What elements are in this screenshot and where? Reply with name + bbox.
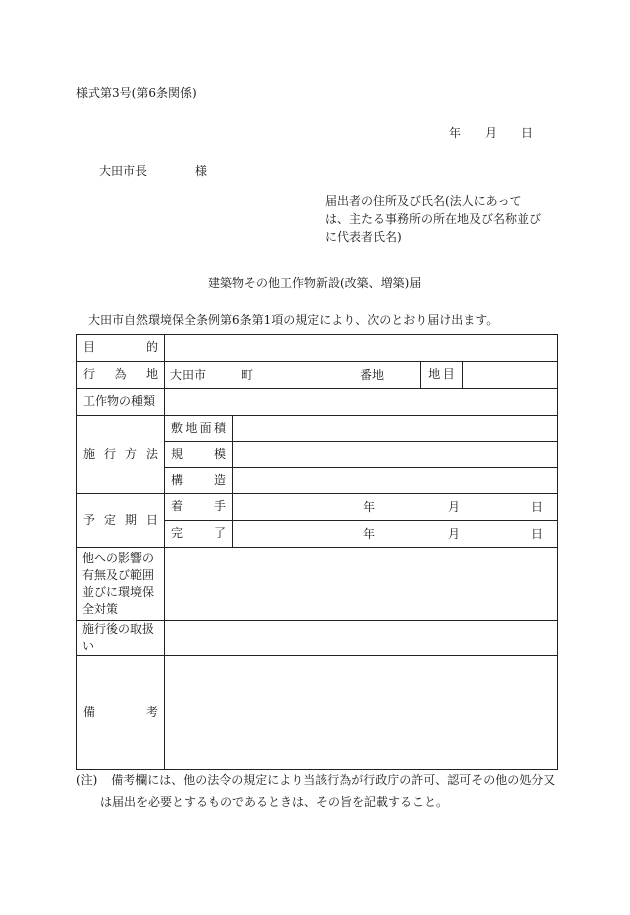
- label-char: 考: [145, 704, 158, 719]
- land-category-label-cell: [421, 362, 463, 389]
- label-char: 構: [171, 472, 184, 487]
- applicant-info: [325, 192, 541, 246]
- method-structure-label-cell: [165, 468, 233, 494]
- label-char: 地: [185, 420, 198, 435]
- method-area-input-cell[interactable]: [233, 416, 558, 442]
- row-method-area: [77, 416, 558, 442]
- label-char: 日: [145, 512, 158, 527]
- label-char: 備: [83, 704, 96, 719]
- date-year-label: 年: [449, 126, 462, 140]
- label-char: 完: [171, 526, 184, 541]
- row-remarks: [77, 656, 558, 770]
- location-town: 町: [241, 368, 254, 382]
- label-char: 行: [83, 367, 96, 382]
- remarks-label-cell: [77, 656, 165, 770]
- row-post-handling: [77, 621, 558, 656]
- label-char: 行: [103, 446, 116, 461]
- label-char: 地: [145, 367, 158, 382]
- label-char: 敷: [171, 420, 184, 435]
- row-location: [77, 362, 558, 389]
- post-handling-input-cell[interactable]: [165, 621, 558, 656]
- impact-input-cell[interactable]: [165, 548, 558, 621]
- method-scale-input-cell[interactable]: [233, 442, 558, 468]
- label-char: 目: [442, 367, 455, 382]
- schedule-end-date-cell[interactable]: [233, 521, 558, 548]
- footnote-line-2: は届出を必要とするものであるときは、その旨を記載すること。: [100, 795, 449, 809]
- structure-type-label-cell: 工作物の種類: [77, 389, 165, 416]
- start-month-label: 月: [448, 500, 461, 514]
- label-char: 方: [124, 446, 137, 461]
- schedule-start-label-cell: [165, 494, 233, 521]
- schedule-label-cell: [77, 494, 165, 548]
- post-handling-label-cell: [77, 621, 165, 656]
- end-month-label: 月: [448, 527, 461, 541]
- structure-type-input-cell[interactable]: [165, 389, 558, 416]
- label-char: 積: [213, 420, 226, 435]
- footnote-marker: (注): [76, 773, 98, 787]
- label-char: 為: [114, 367, 127, 382]
- label-char: 施: [83, 446, 96, 461]
- location-label-cell: [77, 362, 165, 389]
- schedule-end-label-cell: [165, 521, 233, 548]
- row-purpose: [77, 335, 558, 362]
- location-city: 大田市: [170, 368, 207, 382]
- post-handling-label: 施行後の取扱い: [82, 622, 155, 653]
- end-day-label: 日: [531, 527, 544, 541]
- submission-date: [449, 124, 539, 140]
- label-char: 予: [83, 512, 96, 527]
- impact-label: 他への影響の有無及び範囲並びに環境保全対策: [82, 551, 155, 616]
- date-day-label: 日: [521, 126, 534, 140]
- intro-statement: 大田市自然環境保全条例第6条第1項の規定により、次のとおり届け出ます。: [88, 313, 499, 327]
- impact-label-cell: [77, 548, 165, 621]
- land-category-input-cell[interactable]: [463, 362, 558, 389]
- label-char: 期: [124, 512, 137, 527]
- location-lot: 番地: [360, 368, 385, 382]
- start-year-label: 年: [363, 500, 376, 514]
- form-number: 様式第3号(第6条関係): [76, 86, 197, 100]
- footnote-line-1: 備考欄には、他の法令の規定により当該行為が行政庁の許可、認可その他の処分又: [111, 773, 556, 787]
- location-input-cell[interactable]: [165, 362, 421, 389]
- row-structure-type: [77, 389, 558, 416]
- method-scale-label-cell: [165, 442, 233, 468]
- document-title: 建築物その他工作物新設(改築、増築)届: [208, 276, 422, 290]
- label-char: 面: [199, 420, 212, 435]
- row-schedule-start: [77, 494, 558, 521]
- end-year-label: 年: [363, 527, 376, 541]
- method-area-label-cell: [165, 416, 233, 442]
- label-char: 法: [145, 446, 158, 461]
- applicant-line-3: に代表者氏名): [325, 230, 402, 244]
- method-label-cell: [77, 416, 165, 494]
- label-char: 着: [171, 499, 184, 514]
- footnote: [76, 769, 566, 813]
- schedule-start-date-cell[interactable]: [233, 494, 558, 521]
- method-structure-input-cell[interactable]: [233, 468, 558, 494]
- recipient-honorific: 様: [195, 164, 208, 178]
- label-char: 了: [213, 526, 226, 541]
- label-char: 目: [83, 340, 96, 355]
- applicant-line-1: 届出者の住所及び氏名(法人にあって: [325, 194, 522, 208]
- purpose-label-cell: [77, 335, 165, 362]
- notification-form-table: [76, 334, 558, 770]
- label-char: 手: [213, 499, 226, 514]
- label-char: 定: [103, 512, 116, 527]
- start-day-label: 日: [531, 500, 544, 514]
- label-char: 造: [213, 472, 226, 487]
- purpose-input-cell[interactable]: [165, 335, 558, 362]
- remarks-input-cell[interactable]: [165, 656, 558, 770]
- label-char: 規: [171, 446, 184, 461]
- label-char: 地: [428, 367, 441, 382]
- applicant-line-2: は、主たる事務所の所在地及び名称並び: [325, 212, 542, 226]
- row-impact: [77, 548, 558, 621]
- label-char: 模: [213, 446, 226, 461]
- recipient-name: 大田市長: [99, 164, 148, 178]
- date-month-label: 月: [485, 126, 498, 140]
- label-char: 的: [145, 340, 158, 355]
